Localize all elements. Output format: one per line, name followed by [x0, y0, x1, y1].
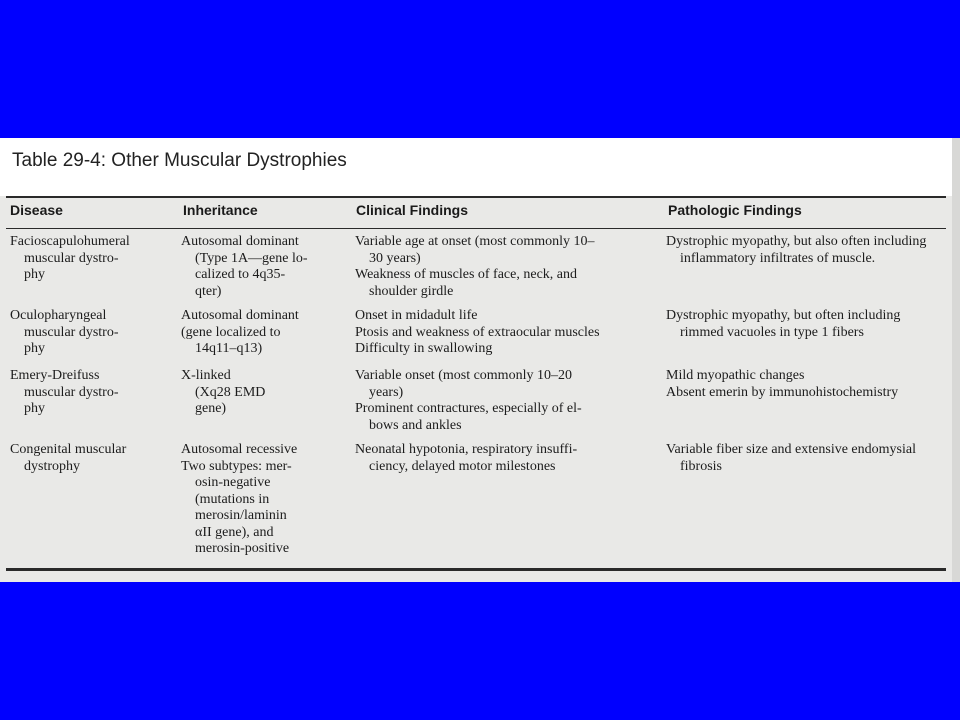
- cell-line: dystrophy: [24, 458, 80, 474]
- header-disease: Disease: [10, 202, 63, 218]
- header-inheritance: Inheritance: [183, 202, 258, 218]
- table-scan: [0, 138, 960, 582]
- cell-line: muscular dystro-: [24, 250, 119, 266]
- cell-line: Ptosis and weakness of extraocular muscles: [355, 324, 600, 340]
- cell-clinical: [355, 442, 577, 475]
- cell-line: Dystrophic myopathy, but often including: [666, 308, 901, 323]
- cell-line: muscular dystro-: [24, 384, 119, 400]
- cell-line: Variable onset (most commonly 10–20: [355, 368, 572, 383]
- cell-inheritance: [181, 442, 297, 558]
- scan-edge: [952, 138, 960, 582]
- header-pathologic-findings: Pathologic Findings: [668, 202, 802, 218]
- cell-line: Autosomal dominant: [181, 234, 299, 249]
- cell-line: ciency, delayed motor milestones: [369, 458, 556, 474]
- cell-line: (mutations in: [195, 491, 270, 507]
- cell-line: inflammatory infiltrates of muscle.: [680, 250, 876, 266]
- cell-pathologic: [666, 442, 916, 475]
- top-rule: [6, 196, 946, 198]
- cell-line: merosin-positive: [195, 541, 290, 556]
- cell-line: rimmed vacuoles in type 1 fibers: [680, 324, 864, 340]
- cell-line: years): [369, 384, 404, 400]
- cell-line: bows and ankles: [369, 417, 462, 433]
- cell-line: Difficulty in swallowing: [355, 341, 493, 356]
- cell-line: Mild myopathic changes: [666, 368, 805, 383]
- cell-line: phy: [24, 267, 45, 282]
- cell-line: merosin/laminin: [195, 508, 287, 523]
- cell-line: Dystrophic myopathy, but also often including: [666, 234, 927, 249]
- cell-line: qter): [195, 283, 222, 299]
- cell-line: Variable fiber size and extensive endomysial: [666, 442, 916, 457]
- cell-line: shoulder girdle: [369, 283, 454, 299]
- cell-line: Onset in midadult life: [355, 308, 478, 323]
- cell-line: Neonatal hypotonia, respiratory insuffi-: [355, 442, 578, 457]
- cell-line: (Xq28 EMD: [195, 384, 266, 400]
- cell-line: phy: [24, 401, 45, 416]
- cell-pathologic: [666, 234, 926, 267]
- cell-line: 30 years): [369, 250, 421, 266]
- cell-clinical: [355, 234, 595, 300]
- cell-line: Congenital muscular: [10, 442, 127, 457]
- cell-line: Autosomal dominant: [181, 308, 299, 323]
- cell-line: gene): [195, 401, 227, 416]
- cell-line: (Type 1A—gene lo-: [195, 250, 308, 266]
- cell-line: Two subtypes: mer-: [181, 458, 292, 474]
- cell-line: (gene localized to: [181, 324, 281, 340]
- cell-inheritance: [181, 308, 299, 358]
- cell-line: phy: [24, 341, 45, 356]
- cell-line: X-linked: [181, 368, 231, 383]
- cell-disease: [10, 308, 118, 358]
- cell-line: calized to 4q35-: [195, 267, 286, 282]
- cell-line: Prominent contractures, especially of el-: [355, 401, 582, 416]
- cell-line: αII gene), and: [195, 524, 274, 540]
- cell-line: muscular dystro-: [24, 324, 119, 340]
- cell-line: 14q11–q13): [195, 341, 263, 356]
- table-title: Table 29-4: Other Muscular Dystrophies: [12, 150, 347, 171]
- cell-line: Emery-Dreifuss: [10, 368, 100, 383]
- cell-line: Weakness of muscles of face, neck, and: [355, 267, 578, 282]
- cell-line: Variable age at onset (most commonly 10–: [355, 234, 595, 249]
- cell-line: Facioscapulohumeral: [10, 234, 130, 249]
- bottom-rule: [6, 568, 946, 571]
- cell-clinical: [355, 368, 582, 434]
- cell-line: Absent emerin by immunohistochemistry: [666, 384, 899, 400]
- cell-disease: [10, 368, 118, 418]
- cell-inheritance: [181, 368, 265, 418]
- header-rule: [6, 228, 946, 229]
- cell-line: Autosomal recessive: [181, 442, 298, 457]
- cell-line: osin-negative: [195, 475, 271, 490]
- cell-clinical: [355, 308, 600, 358]
- cell-pathologic: [666, 308, 900, 341]
- cell-inheritance: [181, 234, 308, 300]
- cell-line: Oculopharyngeal: [10, 308, 107, 323]
- cell-disease: [10, 442, 126, 475]
- cell-line: fibrosis: [680, 458, 722, 474]
- cell-disease: [10, 234, 130, 284]
- title-band: [0, 138, 952, 196]
- cell-pathologic: [666, 368, 898, 401]
- header-clinical-findings: Clinical Findings: [356, 202, 469, 218]
